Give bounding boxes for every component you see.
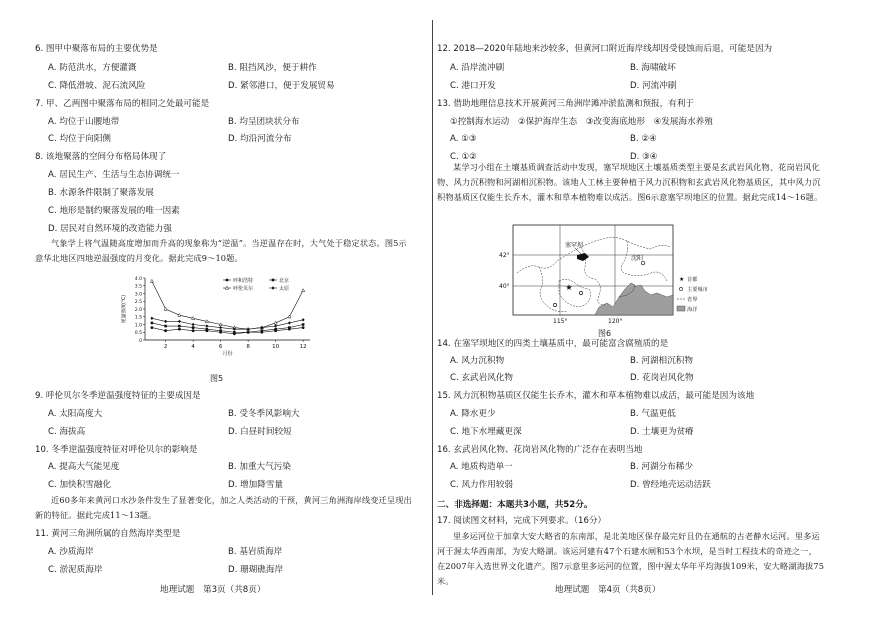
map-label-shenyang: 沈阳 [631,255,644,262]
q14-option-b: B. 河湖相沉积物 [630,356,693,366]
q13-option-b: B. ②④ [630,134,657,144]
q9-option-d: D. 白昼时间较短 [228,427,292,437]
data-point [164,320,167,323]
footer-page-3: 地理试题 第3页（共8页） [160,585,266,595]
q8-option-d: D. 居民对自然环境的改造能力强 [48,224,172,234]
x-tick-label: 8 [246,344,250,350]
q8-option-b: B. 水源条件限制了聚落发展 [48,188,154,198]
data-point [164,329,167,332]
q11-option-b: B. 基岩质海岸 [228,547,283,557]
data-point [150,326,153,329]
figure-6-caption: 图6 [598,329,612,338]
section-2-heading: 二、非选择题：本题共3小题，共52分。 [437,500,593,510]
y-tick-label: 0.5 [134,331,142,337]
y-tick-label: 4.0 [134,276,142,282]
legend-label: 北京 [279,277,290,284]
q8-option-c: C. 地形是制约聚落发展的唯一因素 [48,206,180,216]
intro-14-16: 某学习小组在土壤基质调查活动中发现，塞罕坝地区土壤基质类型主要是玄武岩风化物、花岗岩风化物、风力沉积物和河湖相沉积物。该地人工林主要种植于风力沉积物和玄武岩风化物基质区，其中风力沉积物基质区仅能生长乔木，灌木和草本植物难以成活。图6示意塞罕坝地区的位置。据此完成14～16题。 [437,162,823,202]
legend-marker [272,286,275,289]
data-point [150,317,153,320]
q7-option-b: B. 均呈团块状分布 [228,117,300,127]
q13-option-c: C. ①② [450,152,477,162]
q12-option-c: C. 港口开发 [450,81,496,91]
legend-label: 呼伦贝尔 [233,285,254,292]
figure-5-caption: 图5 [210,374,224,383]
map-label-saihanba: 塞罕坝 [565,242,584,249]
y-tick-label: 3.0 [134,292,142,298]
q13-option-a: A. ①③ [450,134,477,144]
data-point [288,326,291,329]
legend-sea-icon [677,306,685,311]
data-point [178,320,181,323]
x-tick-label: 10 [272,344,280,350]
q15-stem: 15. 风力沉积物基质区仅能生长乔木，灌木和草本植物难以成活，最可能是因为该地 [437,391,755,401]
q9-option-a: A. 太阳高度大 [48,409,103,419]
q6-option-b: B. 阻挡风沙，便于耕作 [228,63,317,73]
map-lat-label-40: 40° [499,283,510,290]
data-point [302,326,305,329]
q8-option-a: A. 居民生产、生活与生态协调统一 [48,170,180,180]
q11-option-a: A. 沙质海岸 [48,547,94,557]
data-point [274,324,277,327]
q10-option-d: D. 增加降雪量 [228,480,284,490]
figure-5-line-chart [115,272,325,364]
q7-stem: 7. 甲、乙两图中聚落布局的相同之处最可能是 [35,99,210,109]
data-point [150,279,153,282]
data-point [288,315,291,318]
q6-option-a: A. 防范洪水，方便灌溉 [48,63,137,73]
q10-option-c: C. 加快积雪融化 [48,480,112,490]
x-tick-label: 12 [299,344,307,350]
q17-stem: 17. 阅读图文材料，完成下列要求。（16分） [437,516,607,526]
data-point [274,328,277,331]
figure-6-map [495,223,715,325]
column-divider [432,20,433,595]
y-tick-label: 3.5 [134,284,142,290]
q15-option-b: B. 气温更低 [630,409,676,419]
data-point [302,318,305,321]
data-point [151,322,154,325]
y-tick-label: 2.0 [134,307,142,313]
legend-capital-label: 首都 [687,277,698,283]
q12-stem: 12. 2018—2020年陆地来沙较多，但黄河口附近海岸线却因受侵蚀而后退，可能是因为 [437,44,773,54]
q12-option-d: D. 河流冲刷 [630,81,677,91]
data-point [233,331,236,334]
map-lat-label-42: 42° [499,252,510,259]
data-point [288,321,291,324]
legend-marker [226,279,229,282]
q14-option-a: A. 风力沉积物 [450,356,505,366]
data-point [219,326,222,329]
intro-11-13: 近60多年来黄河口水沙条件发生了显著变化，加之人类活动的干预，黄河三角洲海岸线变迁呈现出新的特征。据此完成11～13题。 [35,495,412,520]
q10-stem: 10. 冬季逆温强度特征对呼伦贝尔的影响是 [35,445,198,455]
capital-star-icon: ★ [565,283,573,292]
series-line [152,323,303,332]
data-point [247,331,250,334]
data-point [192,326,195,329]
data-point [219,329,222,332]
q12-option-a: A. 沿岸流冲刷 [450,63,505,73]
q9-stem: 9. 呼伦贝尔冬季逆温强度特征的主要成因是 [35,391,201,401]
page-3 [0,0,430,630]
data-point [261,329,264,332]
y-tick-label: 1.0 [134,323,142,329]
q11-stem: 11. 黄河三角洲所属的自然海岸类型是 [35,529,181,539]
legend-border-label: 省界 [687,297,698,303]
intro-9-10: 气象学上将气温随高度增加而升高的现象称为“逆温”。当逆温存在时，大气处于稳定状态。图5示意华北地区四地逆温强度的月变化。据此完成9～10题。 [35,238,407,263]
q13-option-d: D. ③④ [630,152,658,162]
footer-page-4: 地理试题 第4页（共8页） [555,585,661,595]
data-point [178,325,181,328]
legend-capital-icon: ★ [679,276,685,283]
q15-option-c: C. 地下水埋藏更深 [450,427,522,437]
data-point [192,329,195,332]
q10-option-a: A. 提高大气能见度 [48,462,120,472]
q8-stem: 8. 该地聚落的空间分布格局体现了 [35,152,167,162]
legend-label: 太原 [279,285,290,292]
q14-stem: 14. 在塞罕坝地区的四类土壤基质中，最可能富含腐殖质的是 [437,339,669,349]
map-lon-label-115: 115° [553,318,568,325]
q14-option-d: D. 花岗岩风化物 [630,373,694,383]
q16-option-b: B. 河湖分布稀少 [630,462,693,472]
x-axis-label: 月份 [222,351,233,357]
q6-option-c: C. 降低滑坡、泥石流风险 [48,81,146,91]
data-point [178,328,181,331]
intro-17: 里多运河位于加拿大安大略省的东南部，是北美地区保存最完好且仍在通航的古老静水运河。里多运河于渥太华西南部，为安大略湖。该运河建有47个石建水闸和53个水坝，是当时工程技术的奇迹之一，在2007年入选世界文化遗产。图7示意里多运河的位置，图中渥太华年平均海拔109米，安大略湖海拔75米。 [437,531,825,586]
page-4 [435,0,870,630]
legend-sea-label: 海洋 [687,307,698,313]
map-lon-label-120: 120° [608,318,623,325]
legend-city-icon [679,287,682,290]
q7-option-d: D. 均沿河流分布 [228,134,292,144]
map-legend [677,275,708,313]
y-tick-label: 1.5 [134,315,142,321]
x-tick-label: 6 [218,344,223,350]
data-point [206,328,209,331]
q14-option-c: C. 玄武岩风化物 [450,373,514,383]
q9-option-b: B. 受冬季风影响大 [228,409,300,419]
y-tick-label: 0 [139,338,142,344]
q16-option-d: D. 曾经地壳运动活跃 [630,480,711,490]
q11-option-d: D. 珊瑚礁海岸 [228,565,284,575]
city-marker [553,303,556,306]
legend-label: 呼和浩特 [233,277,254,284]
q7-option-c: C. 均位于向阳侧 [48,134,112,144]
q9-option-c: C. 海拔高 [48,427,86,437]
q6-option-d: D. 紧邻港口，便于发展贸易 [228,81,335,91]
data-point [302,323,305,326]
q16-stem: 16. 玄武岩风化物、花岗岩风化物的广泛存在表明当地 [437,445,643,455]
series-line [152,318,303,329]
q10-option-b: B. 加重大气污染 [228,462,291,472]
data-point [302,289,305,292]
q16-option-a: A. 地质构造单一 [450,462,513,472]
q13-items: ①控制海水运动 ②保护海岸生态 ③改变海底地形 ④发展海水养殖 [450,117,713,127]
legend-city-label: 主要城市 [687,287,708,293]
y-tick-label: 2.5 [134,300,142,306]
legend-marker [272,279,275,282]
x-tick-label: 2 [163,344,168,350]
x-tick-label: 4 [191,344,195,350]
q7-option-a: A. 均位于山腰地带 [48,117,120,127]
y-axis-label: 逆温强度(℃) [122,294,127,324]
data-point [205,324,208,327]
data-point [164,307,167,310]
q11-option-c: C. 淤泥质海岸 [48,565,103,575]
data-point [164,325,167,328]
q12-option-b: B. 海啸破坏 [630,63,676,73]
q15-option-a: A. 降水更少 [450,409,496,419]
data-point [192,323,195,326]
q6-stem: 6. 图甲中聚落布局的主要优势是 [35,44,158,54]
q13-stem: 13. 借助地理信息技术开展黄河三角洲岸滩冲淤监测和预报，有利于 [437,99,695,109]
q15-option-d: D. 土壤更为贫瘠 [630,427,694,437]
q16-option-c: C. 风力作用较弱 [450,480,514,490]
city-marker [579,291,582,294]
